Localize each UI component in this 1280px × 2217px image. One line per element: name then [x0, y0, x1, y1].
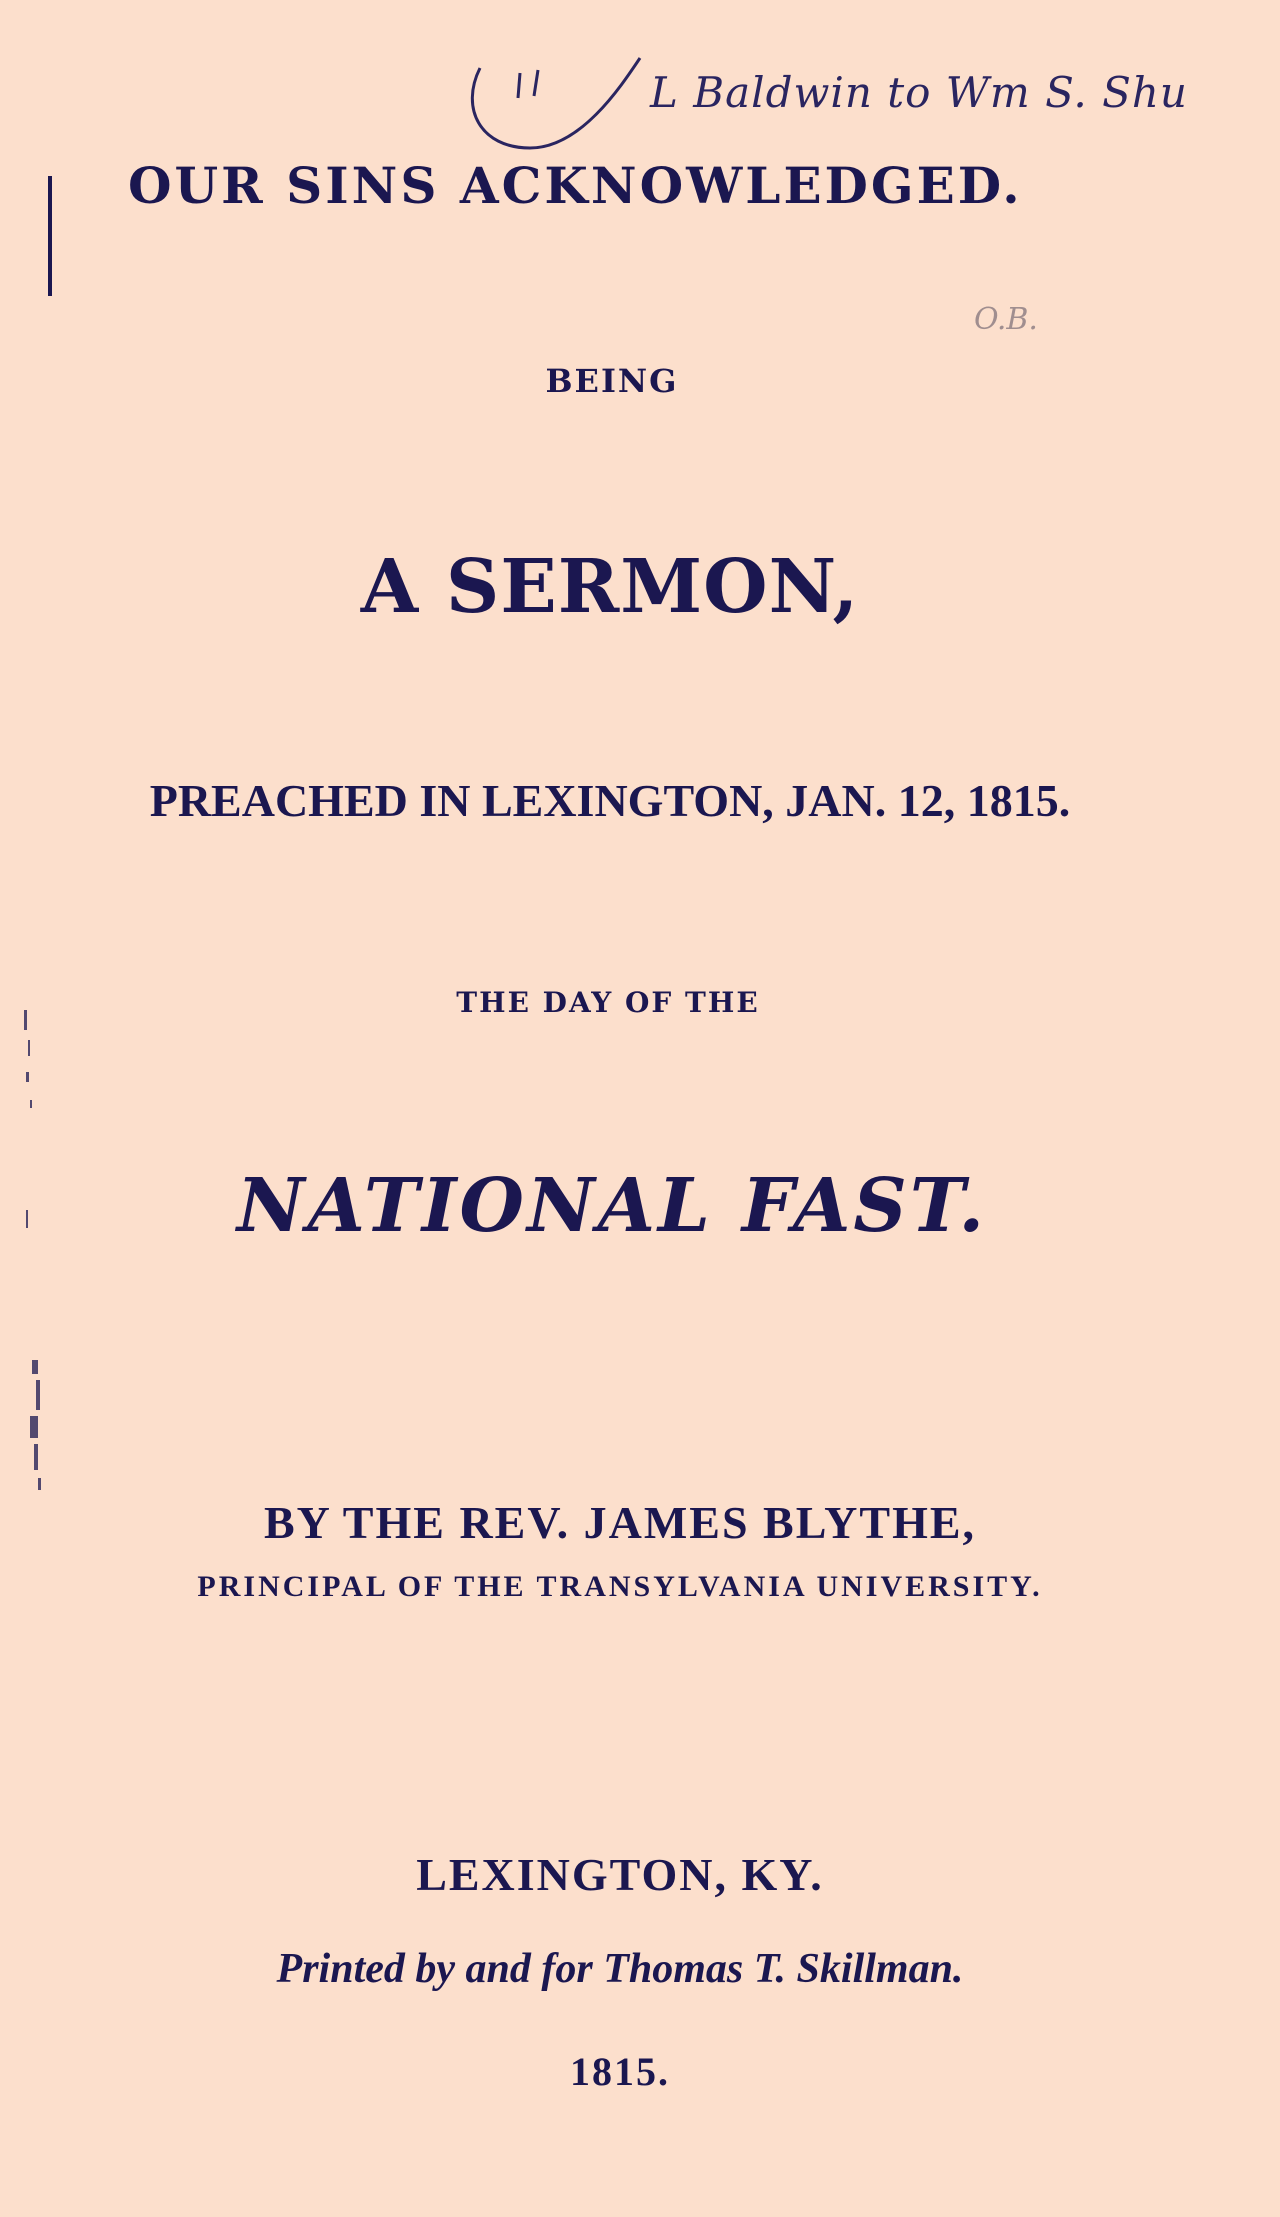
imprint-year: 1815. [570, 2049, 670, 2094]
author-byline: BY THE REV. JAMES BLYTHE, [263, 1497, 977, 1548]
left-edge-mark [48, 176, 52, 296]
author-title: PRINCIPAL OF THE TRANSYLVANIA UNIVERSITY. [197, 1570, 1043, 1603]
handwritten-inscription: L Baldwin to Wm S. Shu [650, 68, 1188, 117]
handwritten-flourish [460, 48, 660, 158]
imprint-place: LEXINGTON, KY. [416, 1849, 824, 1900]
pencil-mark: O.B. [974, 302, 1038, 337]
page-title: OUR SINS ACKNOWLEDGED. [128, 156, 1023, 215]
occasion-heading: NATIONAL FAST. [236, 1163, 988, 1249]
sermon-heading: A SERMON, [360, 544, 860, 630]
preached-line: PREACHED IN LEXINGTON, JAN. 12, 1815. [149, 775, 1071, 826]
imprint-printer: Printed by and for Thomas T. Skillman. [276, 1946, 964, 1992]
day-of-line: THE DAY OF THE [456, 986, 760, 1019]
being-line: BEING [545, 362, 679, 400]
edge-speckles [18, 1000, 68, 1520]
